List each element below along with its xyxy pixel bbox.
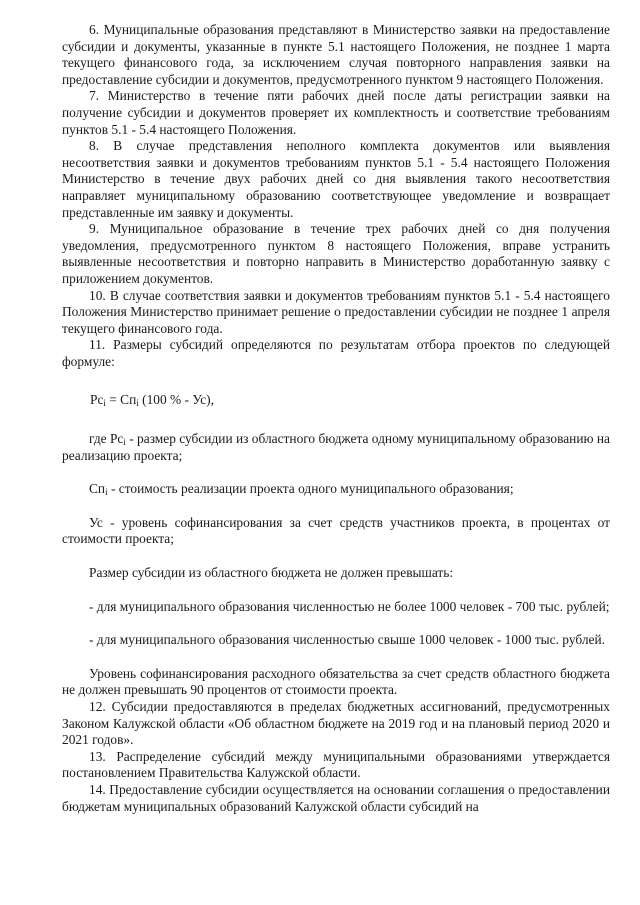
- limit-large-municipality: - для муниципального образования численностью свыше 1000 человек - 1000 тыс. рублей.: [89, 632, 605, 648]
- document-page: [62, 22, 610, 815]
- paragraph-8: 8. В случае представления неполного комплекта документов или выявления несоответствия заявки и документов требованиям пунктов 5.1 - 5.4 настоящего Положения Министерство в течение двух рабочих дней со дня выявления такого несоответствия направляет муниципальному образованию соответствующее уведомление и возвращает представленные им заявку и документы.: [62, 138, 610, 220]
- definition-sp-index: i: [105, 487, 108, 498]
- definition-sp: [62, 481, 610, 498]
- formula-cost-index: i: [136, 398, 139, 409]
- definition-us: Ус - уровень софинансирования за счет средств участников проекта, в процентах от стоимости проекта;: [62, 514, 610, 547]
- formula-rest: (100 % - Ус),: [138, 392, 214, 408]
- paragraph-12: 12. Субсидии предоставляются в пределах бюджетных ассигнований, предусмотренных Законом Калужской области «Об областном бюджете на 2019 год и на плановый период 2020 и 2021 годов».: [62, 699, 610, 748]
- paragraph-11: 11. Размеры субсидий определяются по результатам отбора проектов по следующей формуле:: [62, 337, 610, 369]
- paragraph-9: 9. Муниципальное образование в течение трех рабочих дней со дня получения уведомления, предусмотренного пунктом 8 настоящего Положения, вправе устранить выявленные несоответствия и повторно направить в Министерство доработанную заявку с приложением документов.: [62, 221, 610, 286]
- limit-small-municipality: - для муниципального образования численностью не более 1000 человек - 700 тыс. рублей;: [89, 598, 610, 614]
- definition-rc-text: - размер субсидии из областного бюджета одному муниципальному образованию на реализацию проекта;: [62, 431, 610, 463]
- paragraph-14: 14. Предоставление субсидии осуществляется на основании соглашения о предоставлении бюджетам муниципальных образований Калужской области субсидий на: [62, 781, 610, 814]
- definition-rc: [62, 431, 610, 464]
- paragraph-13: 13. Распределение субсидий между муниципальными образованиями утверждается постановлением Правительства Калужской области.: [62, 748, 610, 781]
- subsidy-formula: [90, 392, 610, 409]
- definition-sp-text: - стоимость реализации проекта одного муниципального образования;: [107, 481, 514, 497]
- definition-sp-symbol: Сп: [89, 481, 106, 497]
- definition-rc-index: i: [123, 437, 126, 448]
- paragraph-6: 6. Муниципальные образования представляют в Министерство заявки на предоставление субсидии и документы, указанные в пункте 5.1 настоящего Положения, не позднее 1 марта текущего финансового года, за исключением случая повторного направления заявки на предоставление субсидии и документов, предусмотренного пунктом 9 настоящего Положения.: [62, 22, 610, 87]
- paragraph-10: 10. В случае соответствия заявки и документов требованиям пунктов 5.1 - 5.4 настоящего Положения Министерство принимает решение о предоставлении субсидии не позднее 1 апреля текущего финансового года.: [62, 287, 610, 336]
- cofinancing-level: Уровень софинансирования расходного обязательства за счет средств областного бюджета не должен превышать 90 процентов от стоимости проекта.: [62, 665, 610, 698]
- formula-lhs: Рс: [90, 392, 104, 408]
- limit-title: Размер субсидии из областного бюджета не должен превышать:: [89, 565, 454, 581]
- definition-rc-symbol: где Рс: [89, 431, 124, 447]
- formula-lhs-index: i: [103, 398, 106, 409]
- paragraph-7: 7. Министерство в течение пяти рабочих дней после даты регистрации заявки на получение субсидии и документов проверяет их комплектность и соответствие требованиям пунктов 5.1 - 5.4 настоящего Положения.: [62, 88, 610, 137]
- formula-equals: =: [105, 392, 121, 408]
- formula-cost: Сп: [120, 392, 137, 408]
